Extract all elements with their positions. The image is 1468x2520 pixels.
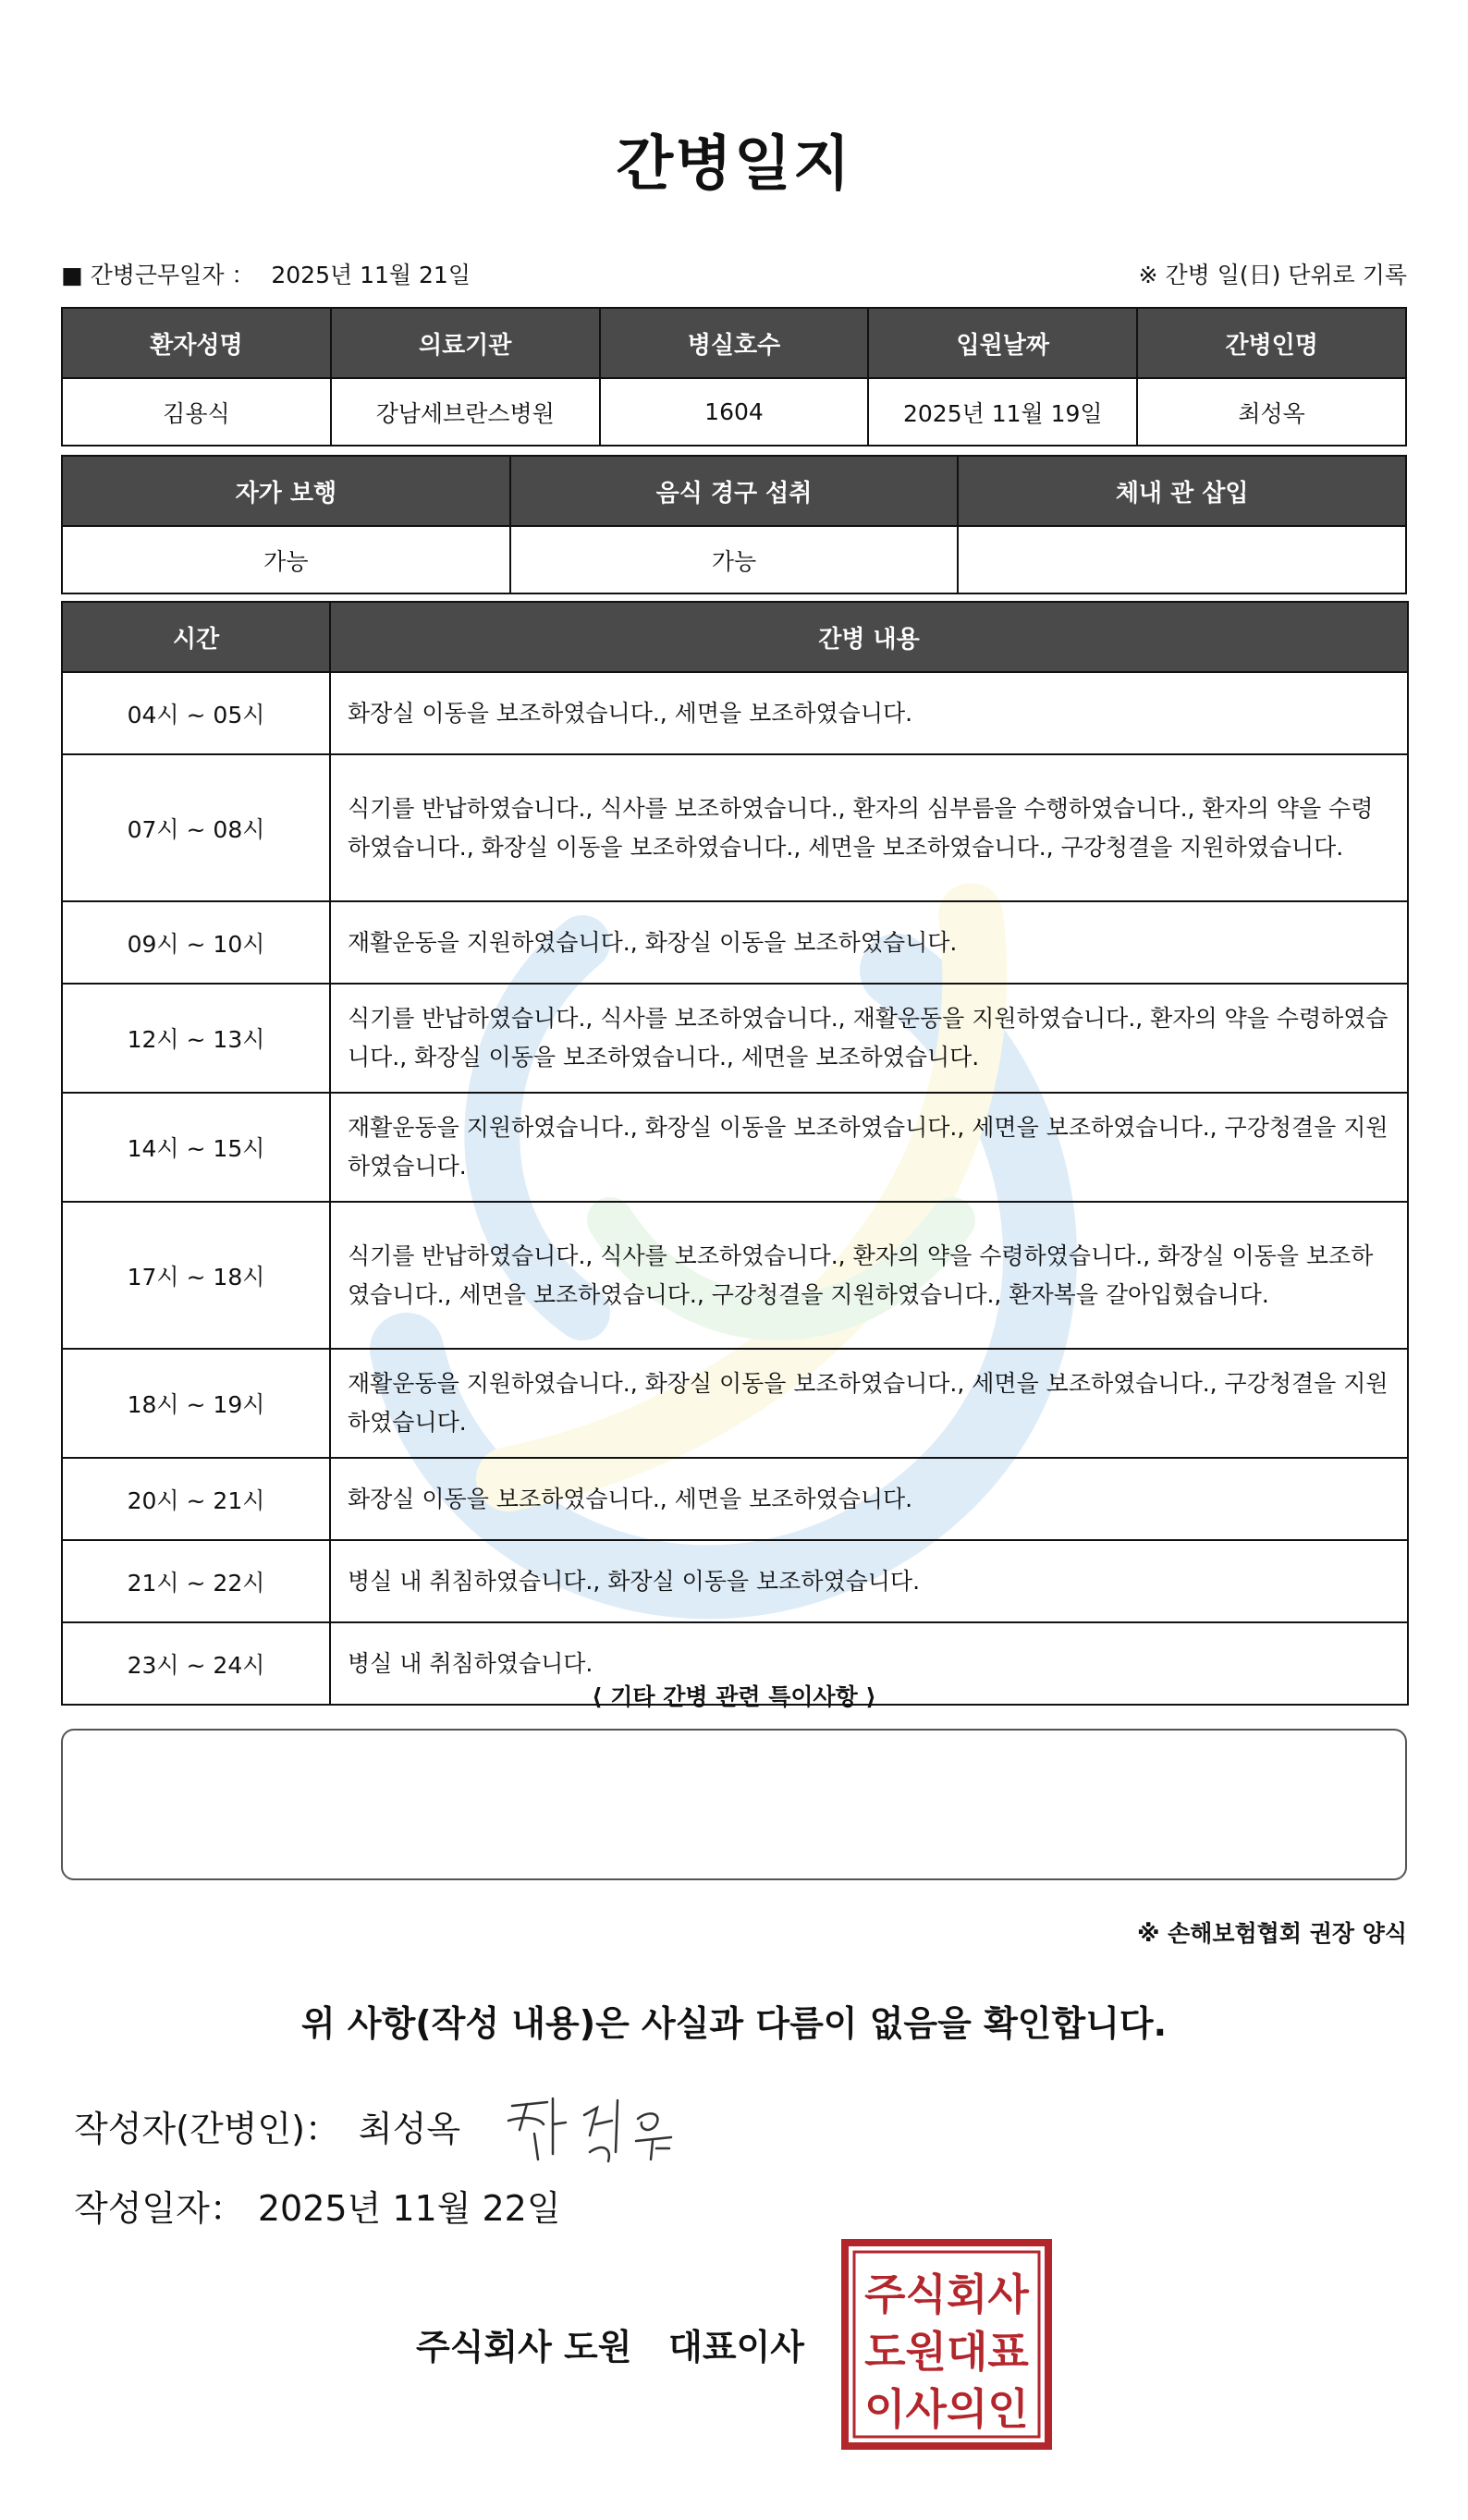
patient-info-table	[61, 307, 1407, 447]
care-content-table	[61, 601, 1409, 1706]
company-seal	[841, 2239, 1052, 2450]
table-row	[62, 901, 1408, 984]
recommend-note: ※ 손해보험협회 권장 양식	[1137, 1920, 1407, 1947]
table-row	[62, 1458, 1408, 1540]
writer-name: 최성옥	[358, 2109, 461, 2149]
table-row	[62, 1202, 1408, 1349]
header-time: 시간	[62, 602, 330, 672]
oral-intake-status: 가능	[510, 526, 959, 593]
signature	[499, 2087, 684, 2171]
header-admission-date: 입원날짜	[868, 308, 1137, 378]
row-time: 09시 ~ 10시	[62, 901, 330, 984]
write-date-label: 작성일자：	[74, 2188, 245, 2229]
table-row	[62, 1093, 1408, 1202]
row-content: 병실 내 취침하였습니다.	[330, 1622, 1408, 1705]
walking-status: 가능	[62, 526, 510, 593]
room-number: 1604	[600, 378, 869, 446]
header-caregiver: 간병인명	[1137, 308, 1406, 378]
row-content: 식기를 반납하였습니다., 식사를 보조하였습니다., 환자의 심부름을 수행하였습니다., 환자의 약을 수령하였습니다., 화장실 이동을 보조하였습니다., 세면을 보조하였습니다., 구강청결을 지원하였습니다.	[330, 754, 1408, 901]
write-date-line	[74, 2180, 561, 2231]
row-content: 재활운동을 지원하였습니다., 화장실 이동을 보조하였습니다.	[330, 901, 1408, 984]
row-time: 23시 ~ 24시	[62, 1622, 330, 1705]
patient-name: 김용식	[62, 378, 331, 446]
row-content: 식기를 반납하였습니다., 식사를 보조하였습니다., 환자의 약을 수령하였습니다., 화장실 이동을 보조하였습니다., 세면을 보조하였습니다., 구강청결을 지원하였습니다., 환자복을 갈아입혔습니다.	[330, 1202, 1408, 1349]
table-row	[62, 754, 1408, 901]
row-time: 14시 ~ 15시	[62, 1093, 330, 1202]
patient-status-table	[61, 455, 1407, 594]
header-oral-intake: 음식 경구 섭취	[510, 456, 959, 526]
table-row	[62, 1349, 1408, 1458]
header-walking: 자가 보행	[62, 456, 510, 526]
seal-line: 주식회사	[864, 2269, 1029, 2319]
row-time: 07시 ~ 08시	[62, 754, 330, 901]
row-content: 화장실 이동을 보조하였습니다., 세면을 보조하였습니다.	[330, 1458, 1408, 1540]
work-date-value: 2025년 11월 21일	[271, 262, 471, 288]
special-notes-title: ⟨ 기타 간병 관련 특이사항 ⟩	[592, 1683, 876, 1710]
row-time: 21시 ~ 22시	[62, 1540, 330, 1622]
special-notes-box	[61, 1729, 1407, 1880]
header-tube-insertion: 체내 관 삽입	[958, 456, 1406, 526]
page-title: 간병일지	[616, 130, 852, 199]
writer-label: 작성자(간병인)：	[74, 2109, 340, 2149]
admission-date: 2025년 11월 19일	[868, 378, 1137, 446]
writer-line	[74, 2100, 460, 2151]
row-content: 식기를 반납하였습니다., 식사를 보조하였습니다., 재활운동을 지원하였습니다., 환자의 약을 수령하였습니다., 화장실 이동을 보조하였습니다., 세면을 보조하였습니다.	[330, 984, 1408, 1093]
row-time: 18시 ~ 19시	[62, 1349, 330, 1458]
row-time: 12시 ~ 13시	[62, 984, 330, 1093]
unit-note: ※ 간병 일(日) 단위로 기록	[1138, 262, 1407, 288]
caregiver-name: 최성옥	[1137, 378, 1406, 446]
confirm-statement: 위 사항(작성 내용)은 사실과 다름이 없음을 확인합니다.	[300, 2003, 1168, 2044]
write-date-value: 2025년 11월 22일	[257, 2188, 561, 2229]
table-row	[62, 672, 1408, 754]
work-date	[61, 257, 471, 290]
row-content: 재활운동을 지원하였습니다., 화장실 이동을 보조하였습니다., 세면을 보조하였습니다., 구강청결을 지원하였습니다.	[330, 1349, 1408, 1458]
header-room: 병실호수	[600, 308, 869, 378]
table-row	[62, 984, 1408, 1093]
work-date-label: ■ 간병근무일자 ：	[61, 262, 255, 288]
row-content: 병실 내 취침하였습니다., 화장실 이동을 보조하였습니다.	[330, 1540, 1408, 1622]
hospital-name: 강남세브란스병원	[331, 378, 600, 446]
header-care-content: 간병 내용	[330, 602, 1408, 672]
seal-line: 이사의인	[864, 2384, 1029, 2434]
row-time: 20시 ~ 21시	[62, 1458, 330, 1540]
table-row	[62, 1540, 1408, 1622]
row-content: 재활운동을 지원하였습니다., 화장실 이동을 보조하였습니다., 세면을 보조하였습니다., 구강청결을 지원하였습니다.	[330, 1093, 1408, 1202]
row-time: 04시 ~ 05시	[62, 672, 330, 754]
header-hospital: 의료기관	[331, 308, 600, 378]
row-content: 화장실 이동을 보조하였습니다., 세면을 보조하였습니다.	[330, 672, 1408, 754]
row-time: 17시 ~ 18시	[62, 1202, 330, 1349]
company-name: 주식회사 도원 대표이사	[416, 2327, 804, 2367]
header-patient-name: 환자성명	[62, 308, 331, 378]
tube-insertion-status	[958, 526, 1406, 593]
seal-line: 도원대표	[864, 2327, 1029, 2377]
